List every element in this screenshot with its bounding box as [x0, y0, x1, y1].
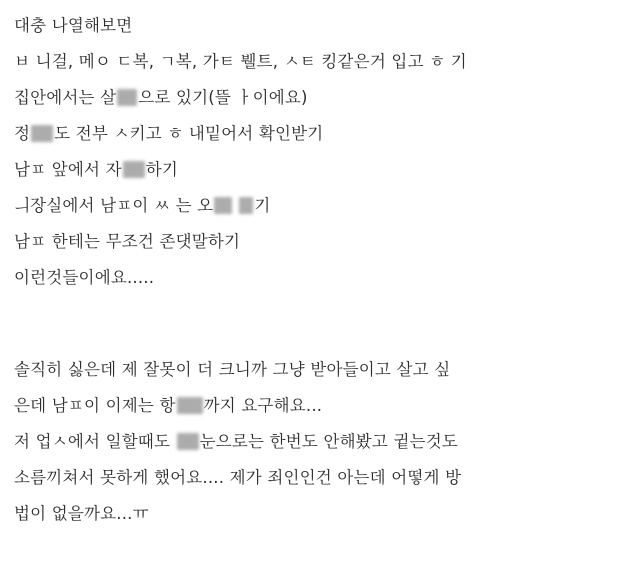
redaction-block — [239, 197, 253, 214]
line-text: 남ㅍ 앞에서 자 — [14, 160, 122, 179]
text-line — [14, 44, 607, 80]
line-text: 기 — [254, 196, 271, 215]
line-text: 소름끼쳐서 못하게 했어요.... 제가 죄인인건 아는데 어떻게 방 — [14, 468, 462, 487]
text-line — [14, 460, 607, 496]
text-line — [14, 260, 607, 296]
text-line — [14, 116, 607, 152]
line-text: ㅢ장실에서 남ㅍ이 ㅆ 는 오 — [14, 196, 214, 215]
redaction-block — [123, 161, 145, 178]
text-line — [14, 424, 607, 460]
line-text: 대충 나열해보면 — [14, 16, 133, 35]
line-text: 하기 — [145, 160, 179, 179]
text-line — [14, 152, 607, 188]
line-text: 으로 있기(뜰 ㅏ이에요) — [138, 88, 308, 107]
line-text: ㅂ 니걸, 메ㅇ ㄷ복, ㄱ복, 가ㅌ 뷀트, ㅅㅌ 킹같은거 입고 ㅎ 기 — [14, 52, 467, 71]
line-text: 법이 없을까요...ㅠ — [14, 504, 149, 523]
line-text: 남ㅍ 한테는 무조건 존댓말하기 — [14, 232, 241, 251]
text-line — [14, 188, 607, 224]
text-line — [14, 352, 607, 388]
line-text: 이런것들이에요..... — [14, 268, 155, 287]
redaction-block — [31, 125, 53, 142]
redaction-block — [214, 197, 232, 214]
line-text: 집안에서는 살 — [14, 88, 117, 107]
line-text: 은데 남ㅍ이 이제는 항 — [14, 396, 176, 415]
text-line — [14, 496, 607, 532]
text-line — [14, 224, 607, 260]
paragraph-list — [14, 8, 607, 296]
text-line — [14, 388, 607, 424]
redaction-block — [177, 433, 199, 450]
line-text: 귙 — [393, 432, 410, 451]
text-line — [14, 80, 607, 116]
line-text: 저 업ㅅ에서 일할때도 — [14, 432, 176, 451]
text-line — [14, 8, 607, 44]
line-text: 눈으로는 한번도 안해봤고 — [199, 432, 394, 451]
line-text: 까지 요구해요... — [203, 396, 323, 415]
paragraph-body — [14, 352, 607, 532]
redaction-block — [117, 89, 137, 106]
line-text: 도 전부 ㅅ키고 ㅎ 내밑어서 확인받기 — [54, 124, 324, 143]
redaction-block — [177, 397, 203, 414]
line-text: 는것도 — [409, 432, 459, 451]
line-text: 솔직히 싫은데 제 잘못이 더 크니까 그냥 받아들이고 살고 싶 — [14, 360, 451, 379]
line-text: 정 — [14, 124, 31, 143]
